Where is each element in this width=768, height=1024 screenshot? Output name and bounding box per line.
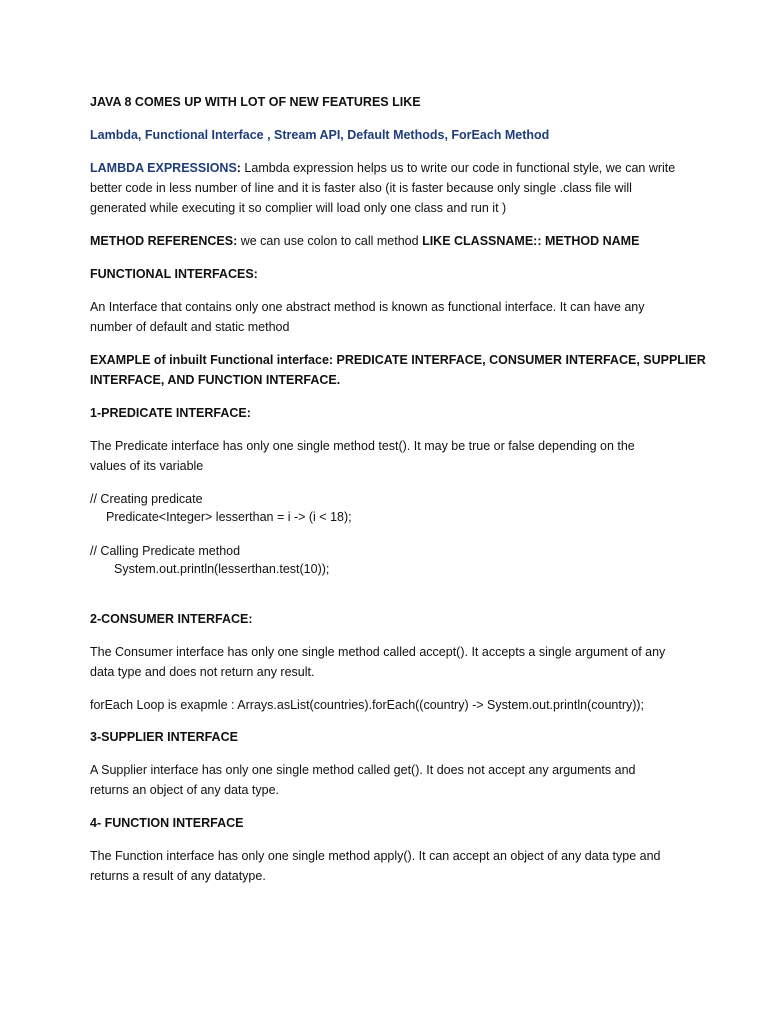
lambda-label: LAMBDA EXPRESSIONS (90, 161, 237, 175)
consumer-line-2: data type and does not return any result. (90, 665, 315, 679)
predicate-line-1: The Predicate interface has only one single method test(). It may be true or false depending on the (90, 439, 635, 453)
example-line-2: INTERFACE, AND FUNCTION INTERFACE. (90, 373, 341, 387)
predicate-code-line-2: System.out.println(lesserthan.test(10)); (114, 562, 330, 576)
function-line-1: The Function interface has only one single method apply(). It can accept an object of any data type and (90, 849, 661, 863)
example-line-1: EXAMPLE of inbuilt Functional interface: PREDICATE INTERFACE, CONSUMER INTERFACE, SUPPLIER (90, 353, 706, 367)
function-heading: 4- FUNCTION INTERFACE (90, 816, 244, 830)
supplier-line-1: A Supplier interface has only one single method called get(). It does not accept any arguments and (90, 763, 636, 777)
lambda-colon: : (236, 161, 241, 175)
intro-heading: JAVA 8 COMES UP WITH LOT OF NEW FEATURES LIKE (90, 95, 421, 109)
supplier-heading: 3-SUPPLIER INTERFACE (90, 730, 238, 744)
function-line-2: returns a result of any datatype. (90, 869, 266, 883)
consumer-heading: 2-CONSUMER INTERFACE: (90, 612, 253, 626)
lambda-text-1: Lambda expression helps us to write our code in functional style, we can write (240, 161, 676, 175)
method-references-line (90, 231, 639, 251)
lambda-paragraph-line-3: generated while executing it so complier will load only one class and run it ) (90, 201, 507, 215)
method-references-emph: LIKE CLASSNAME:: METHOD NAME (422, 234, 640, 248)
consumer-line-1: The Consumer interface has only one single method called accept(). It accepts a single argument of any (90, 645, 666, 659)
predicate-line-2: values of its variable (90, 459, 204, 473)
predicate-code-comment-2: // Calling Predicate method (90, 544, 241, 558)
predicate-code-line-1: Predicate<Integer> lesserthan = i -> (i < 18); (106, 510, 352, 524)
lambda-paragraph-line-2: better code in less number of line and it is faster also (it is faster because only single .class file will (90, 181, 632, 195)
predicate-code-comment-1: // Creating predicate (90, 492, 203, 506)
functional-interfaces-line-2: number of default and static method (90, 320, 290, 334)
predicate-heading: 1-PREDICATE INTERFACE: (90, 406, 251, 420)
method-references-label: METHOD REFERENCES: (90, 234, 238, 248)
foreach-example: forEach Loop is exapmle : Arrays.asList(countries).forEach((country) -> System.out.println(country)); (90, 698, 645, 712)
functional-interfaces-line-1: An Interface that contains only one abstract method is known as functional interface. It can have any (90, 300, 645, 314)
lambda-paragraph-line-1 (90, 158, 675, 178)
supplier-line-2: returns an object of any data type. (90, 783, 280, 797)
method-references-text: we can use colon to call method (237, 234, 423, 248)
feature-list: Lambda, Functional Interface , Stream API, Default Methods, ForEach Method (90, 128, 550, 142)
functional-interfaces-heading: FUNCTIONAL INTERFACES: (90, 267, 258, 281)
